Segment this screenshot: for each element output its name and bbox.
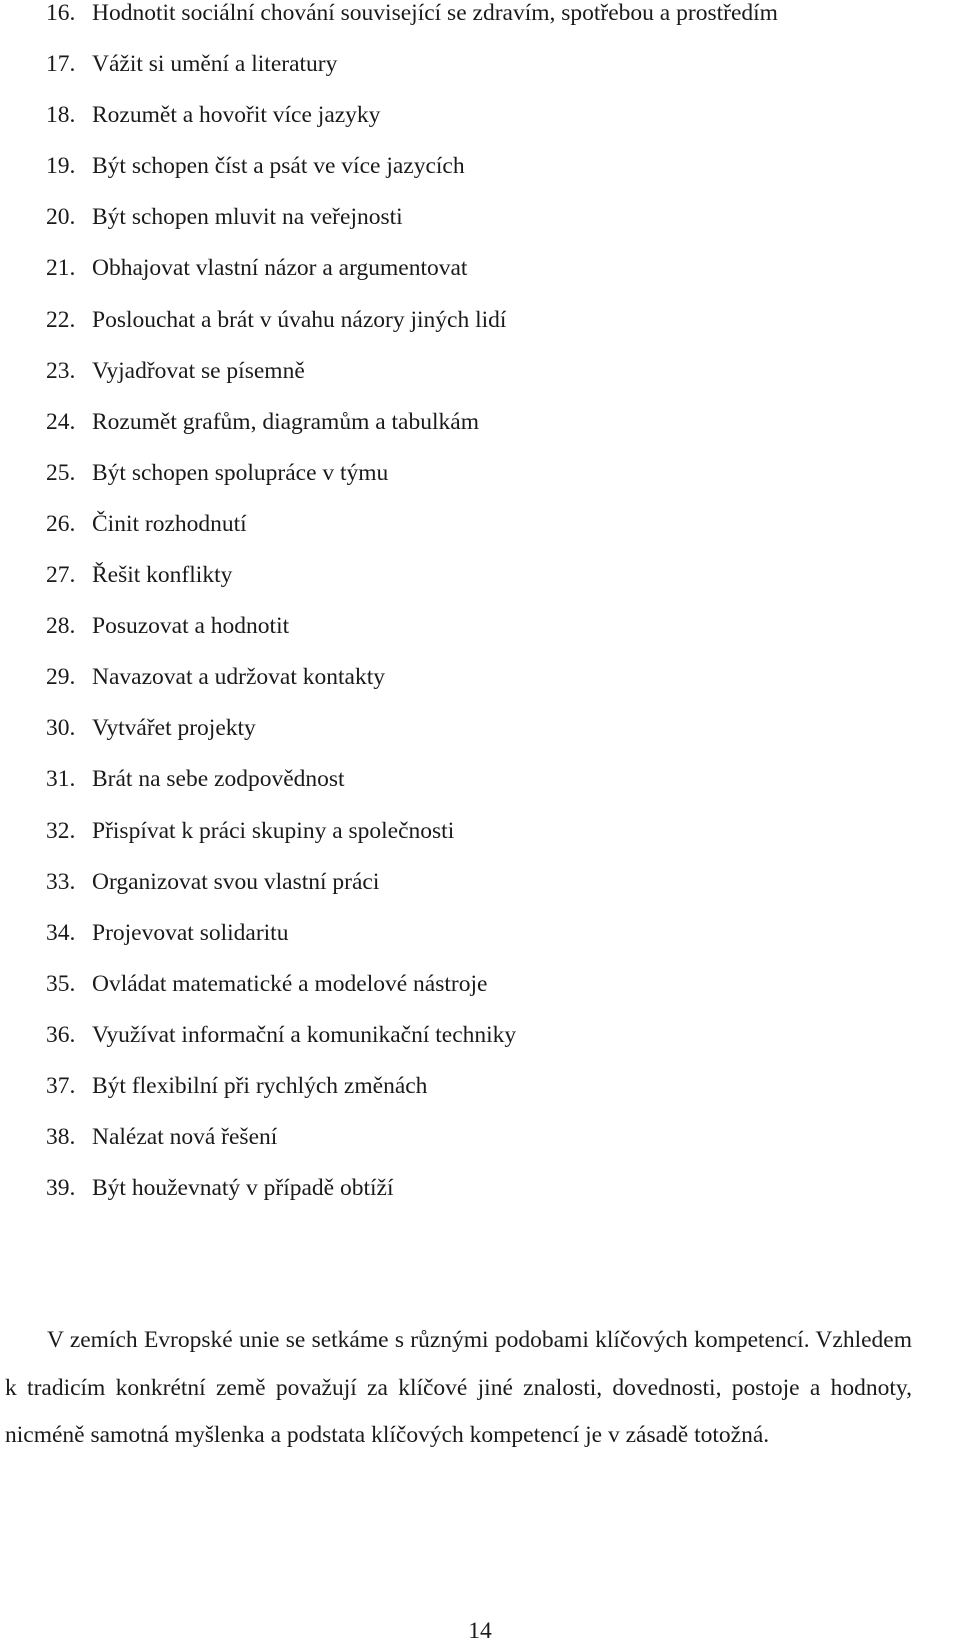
list-item-text: Řešit konflikty: [92, 562, 233, 589]
list-item-number: 28.: [46, 613, 76, 640]
list-item-text: Být houževnatý v případě obtíží: [92, 1175, 394, 1202]
list-item-text: Projevovat solidaritu: [92, 919, 289, 946]
list-item: [46, 0, 778, 51]
list-item-number: 22.: [46, 306, 76, 333]
list-item-text: Být flexibilní při rychlých změnách: [92, 1072, 428, 1099]
list-item-text: Ovládat matematické a modelové nástroje: [92, 970, 488, 997]
list-item: [46, 460, 778, 511]
list-item-text: Činit rozhodnutí: [92, 510, 247, 537]
list-item-text: Vyjadřovat se písemně: [92, 357, 305, 384]
list-item-number: 33.: [46, 868, 76, 895]
list-item-number: 39.: [46, 1175, 76, 1202]
list-item: [46, 562, 778, 613]
list-item: [46, 1124, 778, 1175]
list-item-number: 16.: [46, 0, 76, 26]
list-item: [46, 1073, 778, 1124]
list-item-number: 35.: [46, 970, 76, 997]
list-item: [46, 1022, 778, 1073]
list-item: [46, 766, 778, 817]
list-item-text: Obhajovat vlastní názor a argumentovat: [92, 255, 468, 282]
list-item-text: Rozumět grafům, diagramům a tabulkám: [92, 408, 479, 435]
list-item: [46, 153, 778, 204]
list-item-number: 17.: [46, 51, 76, 78]
list-item-text: Využívat informační a komunikační techniky: [92, 1021, 517, 1048]
list-item-number: 25.: [46, 459, 76, 486]
list-item-text: Být schopen spolupráce v týmu: [92, 459, 389, 486]
list-item-text: Navazovat a udržovat kontakty: [92, 664, 385, 691]
list-item: [46, 869, 778, 920]
list-item-text: Vytvářet projekty: [92, 715, 256, 742]
list-item-text: Posuzovat a hodnotit: [92, 613, 290, 640]
list-item-text: Brát na sebe zodpovědnost: [92, 766, 345, 793]
list-item-number: 31.: [46, 766, 76, 793]
list-item-number: 30.: [46, 715, 76, 742]
list-item: [46, 204, 778, 255]
list-item: [46, 818, 778, 869]
list-item: [46, 920, 778, 971]
list-item-number: 23.: [46, 357, 76, 384]
list-item-text: Poslouchat a brát v úvahu názory jiných lidí: [92, 306, 507, 333]
list-item-number: 18.: [46, 102, 76, 129]
list-item-number: 21.: [46, 255, 76, 282]
list-item: [46, 715, 778, 766]
list-item: [46, 1175, 778, 1226]
list-item-number: 27.: [46, 562, 76, 589]
list-item-text: Přispívat k práci skupiny a společnosti: [92, 817, 455, 844]
list-item: [46, 613, 778, 664]
list-item-text: Vážit si umění a literatury: [92, 51, 338, 78]
list-item: [46, 255, 778, 306]
list-item-number: 24.: [46, 408, 76, 435]
list-item-number: 19.: [46, 153, 76, 180]
list-item: [46, 307, 778, 358]
list-item: [46, 664, 778, 715]
list-item-text: Hodnotit sociální chování související se zdravím, spotřebou a prostředím: [92, 0, 778, 26]
list-item-text: Rozumět a hovořit více jazyky: [92, 102, 381, 129]
list-item: [46, 51, 778, 102]
list-item-text: Nalézat nová řešení: [92, 1124, 278, 1151]
list-item: [46, 409, 778, 460]
list-item-text: Organizovat svou vlastní práci: [92, 868, 380, 895]
list-item: [46, 511, 778, 562]
list-item: [46, 358, 778, 409]
competency-list: [46, 0, 778, 1226]
list-item-number: 37.: [46, 1072, 76, 1099]
list-item-number: 20.: [46, 204, 76, 231]
list-item-text: Být schopen číst a psát ve více jazycích: [92, 153, 465, 180]
list-item: [46, 102, 778, 153]
list-item: [46, 971, 778, 1022]
list-item-number: 29.: [46, 664, 76, 691]
body-paragraph: V zemích Evropské unie se setkáme s různými podobami klíčových kompetencí. Vzhledem k tradicím konkrétní země považují za klíčové jiné znalosti, dovednosti, postoje a hodnoty, nicméně samotná myšlenka a podstata klíčových kompetencí je v zásadě totožná.: [5, 1327, 912, 1449]
page-number: 14: [468, 1618, 492, 1644]
list-item-number: 36.: [46, 1021, 76, 1048]
list-item-number: 32.: [46, 817, 76, 844]
list-item-number: 34.: [46, 919, 76, 946]
list-item-number: 26.: [46, 510, 76, 537]
list-item-number: 38.: [46, 1124, 76, 1151]
list-item-text: Být schopen mluvit na veřejnosti: [92, 204, 403, 231]
